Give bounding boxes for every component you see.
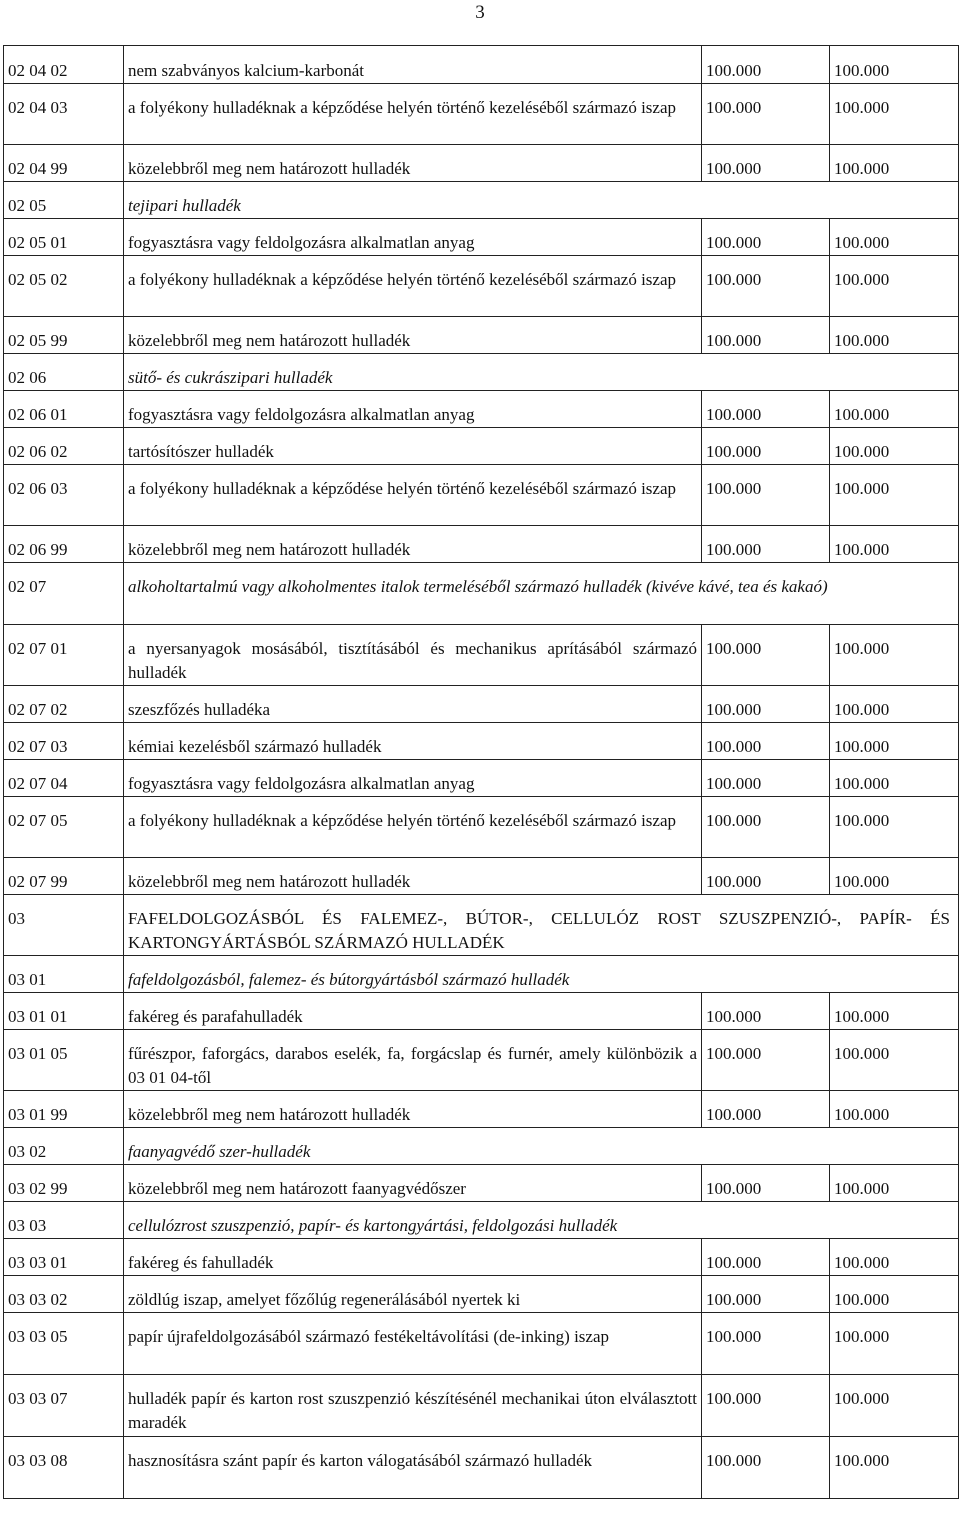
table-row <box>4 956 959 993</box>
waste-code: 03 03 02 <box>4 1276 124 1313</box>
waste-description: közelebbről meg nem határozott hulladék <box>124 145 702 182</box>
value-1: 100.000 <box>702 428 830 465</box>
waste-description: fogyasztásra vagy feldolgozásra alkalmatlan anyag <box>124 760 702 797</box>
value-1: 100.000 <box>702 1437 830 1499</box>
waste-description: kémiai kezelésből származó hulladék <box>124 723 702 760</box>
page-number: 3 <box>475 2 485 23</box>
value-2: 100.000 <box>830 317 959 354</box>
value-2: 100.000 <box>830 428 959 465</box>
waste-description: közelebbről meg nem határozott hulladék <box>124 1091 702 1128</box>
table-row <box>4 428 959 465</box>
value-2: 100.000 <box>830 256 959 317</box>
waste-description: közelebbről meg nem határozott faanyagvédőszer <box>124 1165 702 1202</box>
waste-code: 03 01 01 <box>4 993 124 1030</box>
waste-code: 02 05 01 <box>4 219 124 256</box>
waste-code: 02 07 04 <box>4 760 124 797</box>
section-title: tejipari hulladék <box>124 182 959 219</box>
waste-code: 02 07 99 <box>4 858 124 895</box>
value-1: 100.000 <box>702 1030 830 1091</box>
table-row <box>4 391 959 428</box>
table-row <box>4 1375 959 1437</box>
waste-code: 03 01 99 <box>4 1091 124 1128</box>
value-1: 100.000 <box>702 145 830 182</box>
table-row <box>4 1313 959 1375</box>
value-1: 100.000 <box>702 465 830 526</box>
section-title: cellulózrost szuszpenzió, papír- és kartongyártási, feldolgozási hulladék <box>124 1202 959 1239</box>
waste-code: 02 07 05 <box>4 797 124 858</box>
value-1: 100.000 <box>702 256 830 317</box>
value-1: 100.000 <box>702 391 830 428</box>
table-row <box>4 993 959 1030</box>
value-1: 100.000 <box>702 625 830 686</box>
waste-description: a nyersanyagok mosásából, tisztításából és mechanikus aprításából származó hulladék <box>124 625 702 686</box>
waste-description: hulladék papír és karton rost szuszpenzió készítésénél mechanikai úton elválasztott maradék <box>124 1375 702 1437</box>
table-row <box>4 1091 959 1128</box>
waste-code: 02 05 02 <box>4 256 124 317</box>
value-1: 100.000 <box>702 46 830 84</box>
waste-description: nem szabványos kalcium-karbonát <box>124 46 702 84</box>
waste-description: szeszfőzés hulladéka <box>124 686 702 723</box>
table-row <box>4 1437 959 1499</box>
table-row <box>4 256 959 317</box>
table-row <box>4 354 959 391</box>
waste-description: fűrészpor, faforgács, darabos eselék, fa, forgácslap és furnér, amely különbözik a 03 01 04-től <box>124 1030 702 1091</box>
table-row <box>4 625 959 686</box>
waste-code: 02 06 02 <box>4 428 124 465</box>
waste-code: 03 01 <box>4 956 124 993</box>
waste-description: fakéreg és parafahulladék <box>124 993 702 1030</box>
waste-code: 03 01 05 <box>4 1030 124 1091</box>
table-row <box>4 895 959 956</box>
value-1: 100.000 <box>702 1165 830 1202</box>
waste-code: 02 04 99 <box>4 145 124 182</box>
value-2: 100.000 <box>830 723 959 760</box>
value-1: 100.000 <box>702 1276 830 1313</box>
waste-code: 02 07 <box>4 563 124 625</box>
value-2: 100.000 <box>830 391 959 428</box>
waste-code: 03 03 08 <box>4 1437 124 1499</box>
table-row <box>4 760 959 797</box>
waste-code: 02 07 01 <box>4 625 124 686</box>
waste-description: a folyékony hulladéknak a képződése helyén történő kezeléséből származó iszap <box>124 84 702 145</box>
waste-code: 03 03 05 <box>4 1313 124 1375</box>
value-1: 100.000 <box>702 84 830 145</box>
value-1: 100.000 <box>702 526 830 563</box>
waste-description: zöldlúg iszap, amelyet főzőlúg regenerálásából nyertek ki <box>124 1276 702 1313</box>
value-1: 100.000 <box>702 760 830 797</box>
table-row <box>4 182 959 219</box>
table-row <box>4 465 959 526</box>
waste-description: papír újrafeldolgozásából származó festékeltávolítási (de-inking) iszap <box>124 1313 702 1375</box>
table-row <box>4 145 959 182</box>
value-2: 100.000 <box>830 760 959 797</box>
value-1: 100.000 <box>702 317 830 354</box>
table-row <box>4 46 959 84</box>
value-2: 100.000 <box>830 1375 959 1437</box>
waste-code: 03 03 01 <box>4 1239 124 1276</box>
waste-code: 03 03 07 <box>4 1375 124 1437</box>
value-1: 100.000 <box>702 686 830 723</box>
waste-code: 02 05 99 <box>4 317 124 354</box>
table-row <box>4 563 959 625</box>
waste-description: közelebbről meg nem határozott hulladék <box>124 317 702 354</box>
value-1: 100.000 <box>702 1375 830 1437</box>
waste-description: tartósítószer hulladék <box>124 428 702 465</box>
waste-code: 02 06 99 <box>4 526 124 563</box>
table-row <box>4 526 959 563</box>
value-2: 100.000 <box>830 625 959 686</box>
waste-description: a folyékony hulladéknak a képződése helyén történő kezeléséből származó iszap <box>124 797 702 858</box>
value-2: 100.000 <box>830 1165 959 1202</box>
waste-code: 02 07 03 <box>4 723 124 760</box>
table-row <box>4 219 959 256</box>
value-2: 100.000 <box>830 1276 959 1313</box>
waste-description: fogyasztásra vagy feldolgozásra alkalmatlan anyag <box>124 219 702 256</box>
waste-code: 03 03 <box>4 1202 124 1239</box>
table-row <box>4 84 959 145</box>
table-row <box>4 1202 959 1239</box>
waste-code: 02 07 02 <box>4 686 124 723</box>
value-2: 100.000 <box>830 145 959 182</box>
waste-description: a folyékony hulladéknak a képződése helyén történő kezeléséből származó iszap <box>124 465 702 526</box>
table-row <box>4 1030 959 1091</box>
value-1: 100.000 <box>702 723 830 760</box>
waste-description: közelebbről meg nem határozott hulladék <box>124 526 702 563</box>
chapter-title: FAFELDOLGOZÁSBÓL ÉS FALEMEZ-, BÚTOR-, CELLULÓZ ROST SZUSZPENZIÓ-, PAPÍR- ÉS KARTONGYÁRTÁSBÓL SZÁRMAZÓ HULLADÉK <box>124 895 959 956</box>
table-row <box>4 317 959 354</box>
value-2: 100.000 <box>830 858 959 895</box>
waste-code: 02 04 03 <box>4 84 124 145</box>
waste-description: közelebbről meg nem határozott hulladék <box>124 858 702 895</box>
waste-code: 03 02 99 <box>4 1165 124 1202</box>
value-1: 100.000 <box>702 858 830 895</box>
value-2: 100.000 <box>830 1091 959 1128</box>
value-2: 100.000 <box>830 465 959 526</box>
waste-description: fakéreg és fahulladék <box>124 1239 702 1276</box>
value-1: 100.000 <box>702 797 830 858</box>
table-row <box>4 1239 959 1276</box>
value-2: 100.000 <box>830 46 959 84</box>
section-title: fafeldolgozásból, falemez- és bútorgyártásból származó hulladék <box>124 956 959 993</box>
table-row <box>4 1128 959 1165</box>
value-1: 100.000 <box>702 1313 830 1375</box>
waste-description: a folyékony hulladéknak a képződése helyén történő kezeléséből származó iszap <box>124 256 702 317</box>
value-2: 100.000 <box>830 1030 959 1091</box>
waste-description: hasznosításra szánt papír és karton válogatásából származó hulladék <box>124 1437 702 1499</box>
value-2: 100.000 <box>830 1437 959 1499</box>
waste-code: 02 04 02 <box>4 46 124 84</box>
value-1: 100.000 <box>702 219 830 256</box>
table-row <box>4 723 959 760</box>
value-1: 100.000 <box>702 1091 830 1128</box>
waste-description: fogyasztásra vagy feldolgozásra alkalmatlan anyag <box>124 391 702 428</box>
table-row <box>4 1276 959 1313</box>
section-title: faanyagvédő szer-hulladék <box>124 1128 959 1165</box>
value-2: 100.000 <box>830 993 959 1030</box>
waste-code: 02 06 <box>4 354 124 391</box>
value-2: 100.000 <box>830 1239 959 1276</box>
table-row <box>4 1165 959 1202</box>
table-row <box>4 797 959 858</box>
waste-code: 02 05 <box>4 182 124 219</box>
table-row <box>4 858 959 895</box>
table-body <box>4 46 959 1499</box>
value-2: 100.000 <box>830 526 959 563</box>
value-1: 100.000 <box>702 993 830 1030</box>
value-2: 100.000 <box>830 84 959 145</box>
waste-code-table <box>3 45 959 1499</box>
value-2: 100.000 <box>830 219 959 256</box>
section-title: sütő- és cukrászipari hulladék <box>124 354 959 391</box>
value-2: 100.000 <box>830 1313 959 1375</box>
value-2: 100.000 <box>830 797 959 858</box>
value-2: 100.000 <box>830 686 959 723</box>
waste-code: 02 06 03 <box>4 465 124 526</box>
table-row <box>4 686 959 723</box>
waste-code: 03 02 <box>4 1128 124 1165</box>
value-1: 100.000 <box>702 1239 830 1276</box>
waste-code: 02 06 01 <box>4 391 124 428</box>
waste-code: 03 <box>4 895 124 956</box>
section-title: alkoholtartalmú vagy alkoholmentes italok termeléséből származó hulladék (kivéve kávé, tea és kakaó) <box>124 563 959 625</box>
